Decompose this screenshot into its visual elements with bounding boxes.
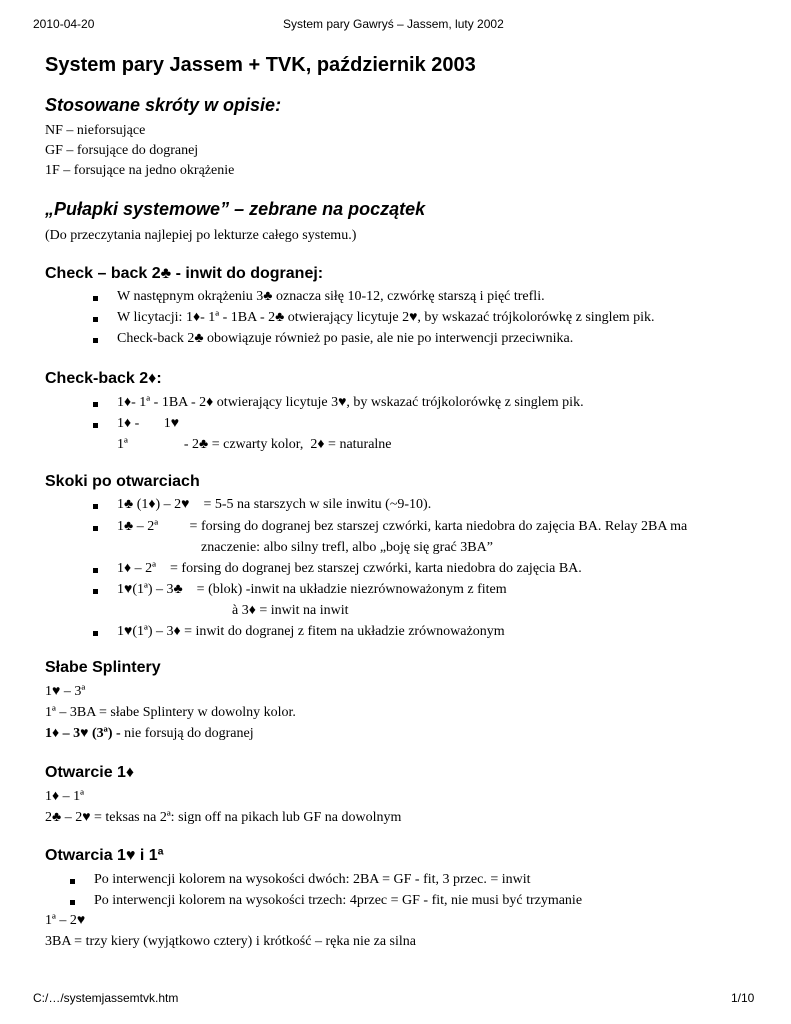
- list-item-continuation: 1ª - 2♣ = czwarty kolor, 2♦ = naturalne: [117, 437, 392, 452]
- bullet-icon: [93, 296, 98, 301]
- list-item: W następnym okrążeniu 3♣ oznacza siłę 10-12, czwórkę starszą i pięć trefli.: [117, 289, 545, 304]
- list-item: 1F – forsujące na jedno okrążenie: [45, 163, 235, 178]
- section-heading-checkback-clubs: Check – back 2♣ - inwit do dogranej:: [45, 265, 324, 282]
- text-line: 1♥ – 3ª: [45, 684, 86, 699]
- list-item: 1♥(1ª) – 3♦ = inwit do dogranej z fitem na układzie zrównoważonym: [117, 624, 505, 639]
- list-item: 1♦ – 2ª = forsing do dogranej bez starszej czwórki, karta niedobra do zajęcia BA.: [117, 561, 582, 576]
- section-heading-splintery: Słabe Splintery: [45, 659, 161, 676]
- section-heading-otwarcie-diamond: Otwarcie 1♦: [45, 764, 135, 781]
- section-heading-otwarcia-major: Otwarcia 1♥ i 1ª: [45, 847, 164, 864]
- print-doc-title: System pary Gawryś – Jassem, luty 2002: [283, 17, 504, 31]
- page-number: 1/10: [731, 991, 755, 1005]
- text-line: 1♦ – 1ª: [45, 789, 85, 804]
- text-line: 2♣ – 2♥ = teksas na 2ª: sign off na pikach lub GF na dowolnym: [45, 810, 402, 825]
- bullet-icon: [93, 504, 98, 509]
- list-item: 1♦ - 1♥: [117, 416, 180, 431]
- text-line: 1ª – 3BA = słabe Splintery w dowolny kolor.: [45, 705, 296, 720]
- bullet-icon: [93, 526, 98, 531]
- text-line: 1ª – 2♥: [45, 913, 86, 928]
- list-item: W licytacji: 1♦- 1ª - 1BA - 2♣ otwierający licytuje 2♥, by wskazać trójkolorówkę z singlem pik.: [117, 310, 655, 325]
- bullet-icon: [93, 568, 98, 573]
- list-item: 1♣ – 2ª = forsing do dogranej bez starszej czwórki, karta niedobra do zajęcia BA. Relay 2BA ma: [117, 519, 688, 534]
- list-item: GF – forsujące do dogranej: [45, 143, 199, 158]
- bullet-icon: [70, 879, 75, 884]
- list-item: Po interwencji kolorem na wysokości dwóch: 2BA = GF - fit, 3 przec. = inwit: [94, 872, 531, 887]
- list-item: Check-back 2♣ obowiązuje również po pasie, ale nie po interwencji przeciwnika.: [117, 331, 574, 346]
- bold-bid: 1♦ – 3♥ (3ª) -: [45, 726, 121, 741]
- print-date: 2010-04-20: [33, 17, 95, 31]
- bullet-icon: [70, 900, 75, 905]
- bullet-icon: [93, 317, 98, 322]
- list-item: Po interwencji kolorem na wysokości trzech: 4przec = GF - fit, nie musi być trzymanie: [94, 893, 583, 908]
- list-item: 1♦- 1ª - 1BA - 2♦ otwierający licytuje 3♥, by wskazać trójkolorówkę z singlem pik.: [117, 395, 584, 410]
- bullet-icon: [93, 338, 98, 343]
- list-item: NF – nieforsujące: [45, 123, 146, 138]
- list-item-continuation: znaczenie: albo silny trefl, albo „boję się grać 3BA”: [201, 540, 493, 555]
- section-heading-checkback-diamonds: Check-back 2♦:: [45, 370, 162, 387]
- section-heading-skroty: Stosowane skróty w opisie:: [45, 95, 282, 115]
- bullet-icon: [93, 402, 98, 407]
- section-heading-skoki: Skoki po otwarciach: [45, 473, 200, 490]
- section-heading-pulapki: „Pułapki systemowe” – zebrane na początek: [45, 199, 426, 219]
- bullet-icon: [93, 589, 98, 594]
- text-line: 3BA = trzy kiery (wyjątkowo cztery) i krótkość – ręka nie za silna: [45, 934, 416, 949]
- pulapki-note: (Do przeczytania najlepiej po lekturze całego systemu.): [45, 228, 357, 243]
- file-path: C:/…/systemjassemtvk.htm: [33, 991, 179, 1005]
- bullet-icon: [93, 423, 98, 428]
- list-item: 1♣ (1♦) – 2♥ = 5-5 na starszych w sile inwitu (~9-10).: [117, 497, 432, 512]
- page-title: System pary Jassem + TVK, październik 2003: [45, 54, 476, 76]
- list-item: 1♥(1ª) – 3♣ = (blok) -inwit na układzie niezrównoważonym z fitem: [117, 582, 507, 597]
- bullet-icon: [93, 631, 98, 636]
- list-item-continuation: à 3♦ = inwit na inwit: [232, 603, 349, 618]
- text-line: [45, 726, 254, 742]
- bid-description: nie forsują do dogranej: [120, 726, 254, 741]
